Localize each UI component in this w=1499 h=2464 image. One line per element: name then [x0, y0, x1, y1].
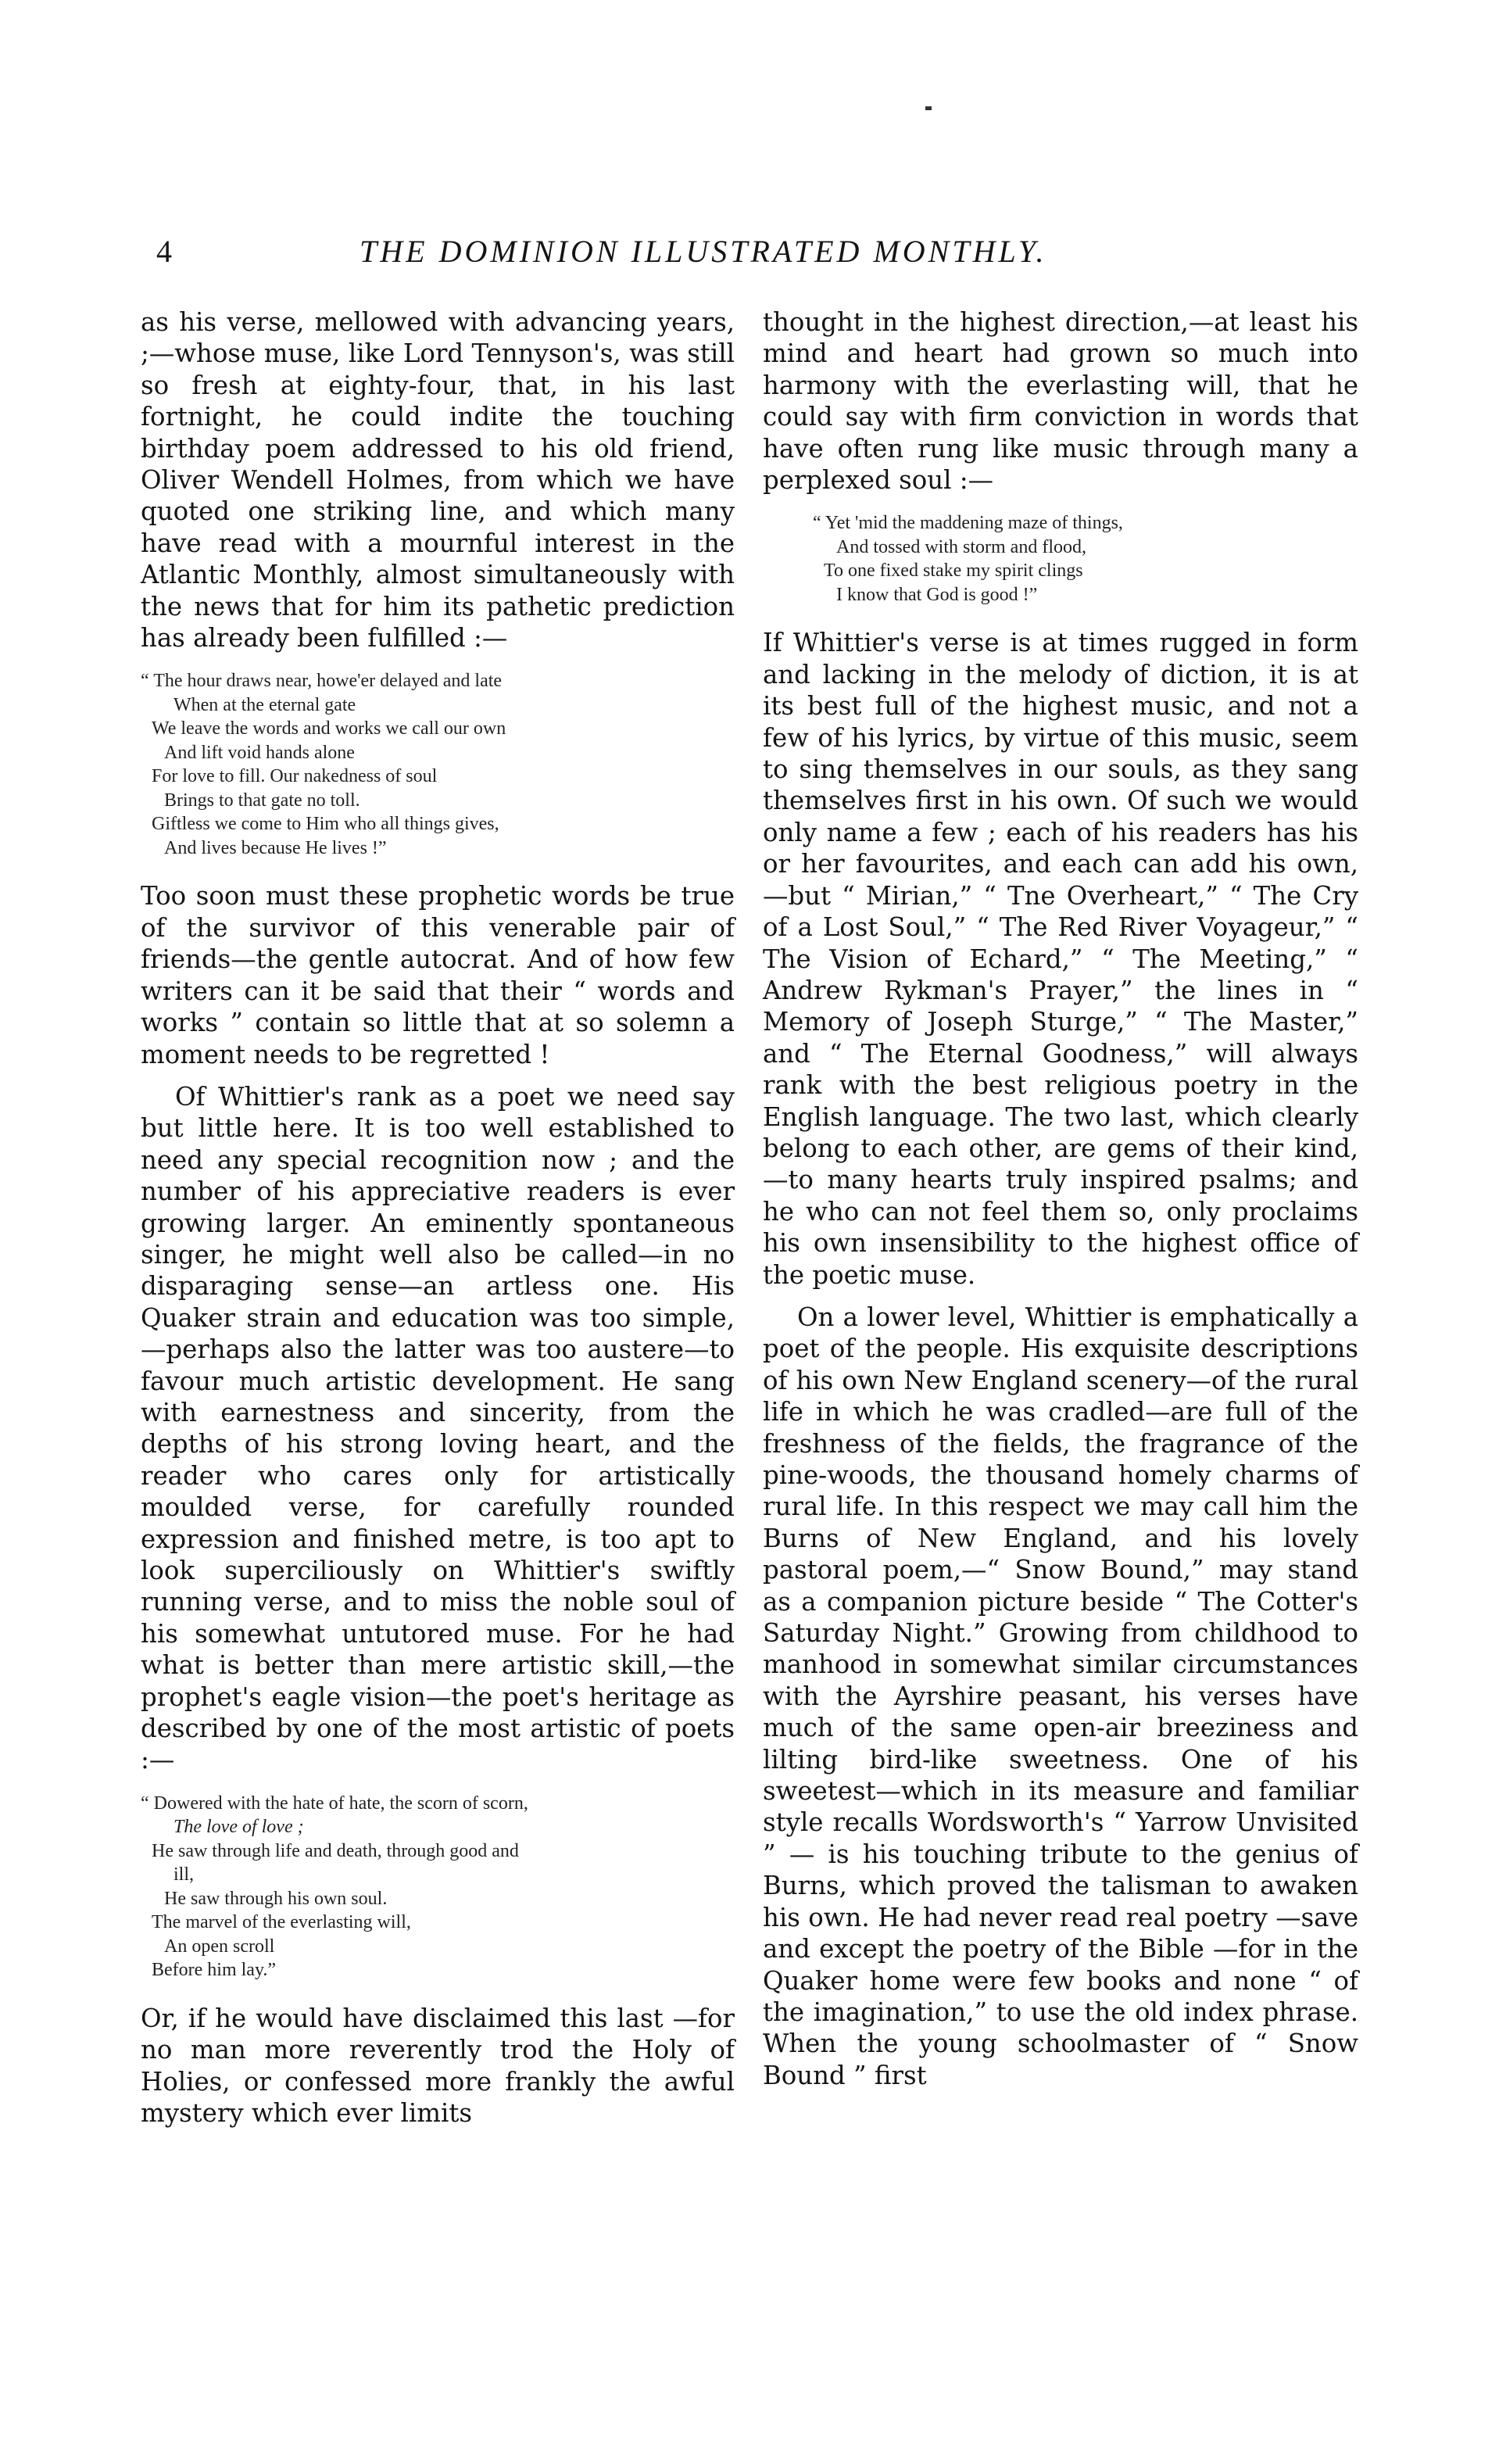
- verse-quote: [141, 1792, 735, 1982]
- verse-quote: [141, 669, 735, 860]
- left-column: [141, 306, 735, 2140]
- verse-line: And tossed with storm and flood,: [836, 536, 1086, 557]
- verse-line: And lift void hands alone: [164, 742, 355, 763]
- page-number: 4: [156, 234, 172, 269]
- paragraph: Or, if he would have disclaimed this last —for no man more reverently trod the Holy of Holies, or confessed more frankly the awful mystery which ever limits: [141, 2003, 735, 2129]
- verse-line: When at the eternal gate: [174, 694, 356, 715]
- verse-line: For love to fill. Our nakedness of soul: [152, 766, 438, 787]
- paragraph: On a lower level, Whittier is emphatically a poet of the people. His exquisite descriptions of his own New England scenery—of the rural life in which he was cradled—are full of the freshness of the fields, the fragrance of the pine-woods, the thousand homely charms of rural life. In this respect we may call him the Burns of New England, and his lovely pastoral poem,—“ Snow Bound,” may stand as a companion picture beside “ The Cotter's Saturday Night.” Growing from childhood to manhood in somewhat similar circumstances with the Ayrshire peasant, his verses have much of the same open-air breeziness and lilting bird-like sweetness. One of his sweetest—which in its measure and familiar style recalls Wordsworth's “ Yarrow Unvisited ” — is his touching tribute to the genius of Burns, which proved the talisman to awaken his own. He had never read real poetry —save and except the poetry of the Bible —for in the Quaker home were few books and none “ of the imagination,” to use the old index phrase. When the young schoolmaster of “ Snow Bound ” first: [763, 1302, 1358, 2090]
- verse-quote: [763, 511, 1358, 607]
- verse-line: The love of love ;: [174, 1817, 304, 1838]
- verse-line: ill,: [174, 1864, 195, 1886]
- paragraph: thought in the highest direction,—at least his mind and heart had grown so much into harmony with the everlasting will, that he could say with firm conviction in words that have often rung like music through many a perplexed soul :—: [763, 307, 1358, 496]
- verse-line: And lives because He lives !”: [164, 837, 387, 858]
- verse-line: An open scroll: [164, 1936, 275, 1957]
- paragraph: as his verse, mellowed with advancing years, ;—whose muse, like Lord Tennyson's, was still so fresh at eighty-four, that, in his last fortnight, he could indite the touching birthday poem addressed to his old friend, Oliver Wendell Holmes, from which we have quoted one striking line, and which many have read with a mournful interest in the Atlantic Monthly, almost simultaneously with the news that for him its pathetic prediction has already been fulfilled :—: [141, 307, 735, 654]
- verse-line: Before him lay.”: [152, 1960, 277, 1981]
- verse-line: “ Yet 'mid the maddening maze of things,: [813, 513, 1123, 534]
- verse-line: “ The hour draws near, howe'er delayed and late: [141, 671, 503, 692]
- page-mark: [925, 106, 932, 110]
- paragraph: Too soon must these prophetic words be true of the survivor of this venerable pair of friends—the gentle autocrat. And of how few writers can it be said that their “ words and works ” contain so little that at so solemn a moment needs to be regretted !: [141, 881, 735, 1069]
- verse-line: He saw through life and death, through good and: [152, 1840, 519, 1861]
- verse-line: He saw through his own soul.: [164, 1888, 388, 1909]
- verse-line: To one fixed stake my spirit clings: [824, 560, 1083, 582]
- running-title: THE DOMINION ILLUSTRATED MONTHLY.: [360, 234, 1047, 269]
- verse-line: We leave the words and works we call our own: [152, 718, 506, 740]
- paragraph: Of Whittier's rank as a poet we need say but little here. It is too well established to need any special recognition now ; and the number of his appreciative readers is ever growing larger. An eminently spontaneous singer, he might well also be called—in no disparaging sense—an artless one. His Quaker strain and education was too simple,—perhaps also the latter was too austere—to favour much artistic development. He sang with earnestness and sincerity, from the depths of his strong loving heart, and the reader who cares only for artistically moulded verse, for carefully rounded expression and finished metre, is too apt to look superciliously on Whittier's swiftly running verse, and to miss the noble soul of his somewhat untutored muse. For he had what is better than mere artistic skill,—the prophet's eagle vision—the poet's heritage as described by one of the most artistic of poets :—: [141, 1081, 735, 1775]
- verse-line: Brings to that gate no toll.: [164, 790, 360, 811]
- verse-line: The marvel of the everlasting will,: [152, 1912, 411, 1933]
- verse-line: “ Dowered with the hate of hate, the scorn of scorn,: [141, 1792, 528, 1814]
- paragraph: If Whittier's verse is at times rugged in form and lacking in the melody of diction, it is at its best full of the highest music, and not a few of his lyrics, by virtue of this music, seem to sing themselves in our souls, as they sang themselves first in his own. Of such we would only name a few ; each of his readers has his or her favourites, and each can add his own,—but “ Mirian,” “ Tne Overheart,” “ The Cry of a Lost Soul,” “ The Red River Voyageur,” “ The Vision of Echard,” “ The Meeting,” “ Andrew Rykman's Prayer,” the lines in “ Memory of Joseph Sturge,” “ The Master,” and “ The Eternal Goodness,” will always rank with the best religious poetry in the English language. The two last, which clearly belong to each other, are gems of their kind,—to many hearts truly inspired psalms; and he who can not feel them so, only proclaims his own insensibility to the highest office of the poetic muse.: [763, 628, 1358, 1290]
- right-column: [763, 306, 1358, 2102]
- verse-line: Giftless we come to Him who all things gives,: [152, 814, 499, 835]
- verse-line: I know that God is good !”: [836, 584, 1038, 605]
